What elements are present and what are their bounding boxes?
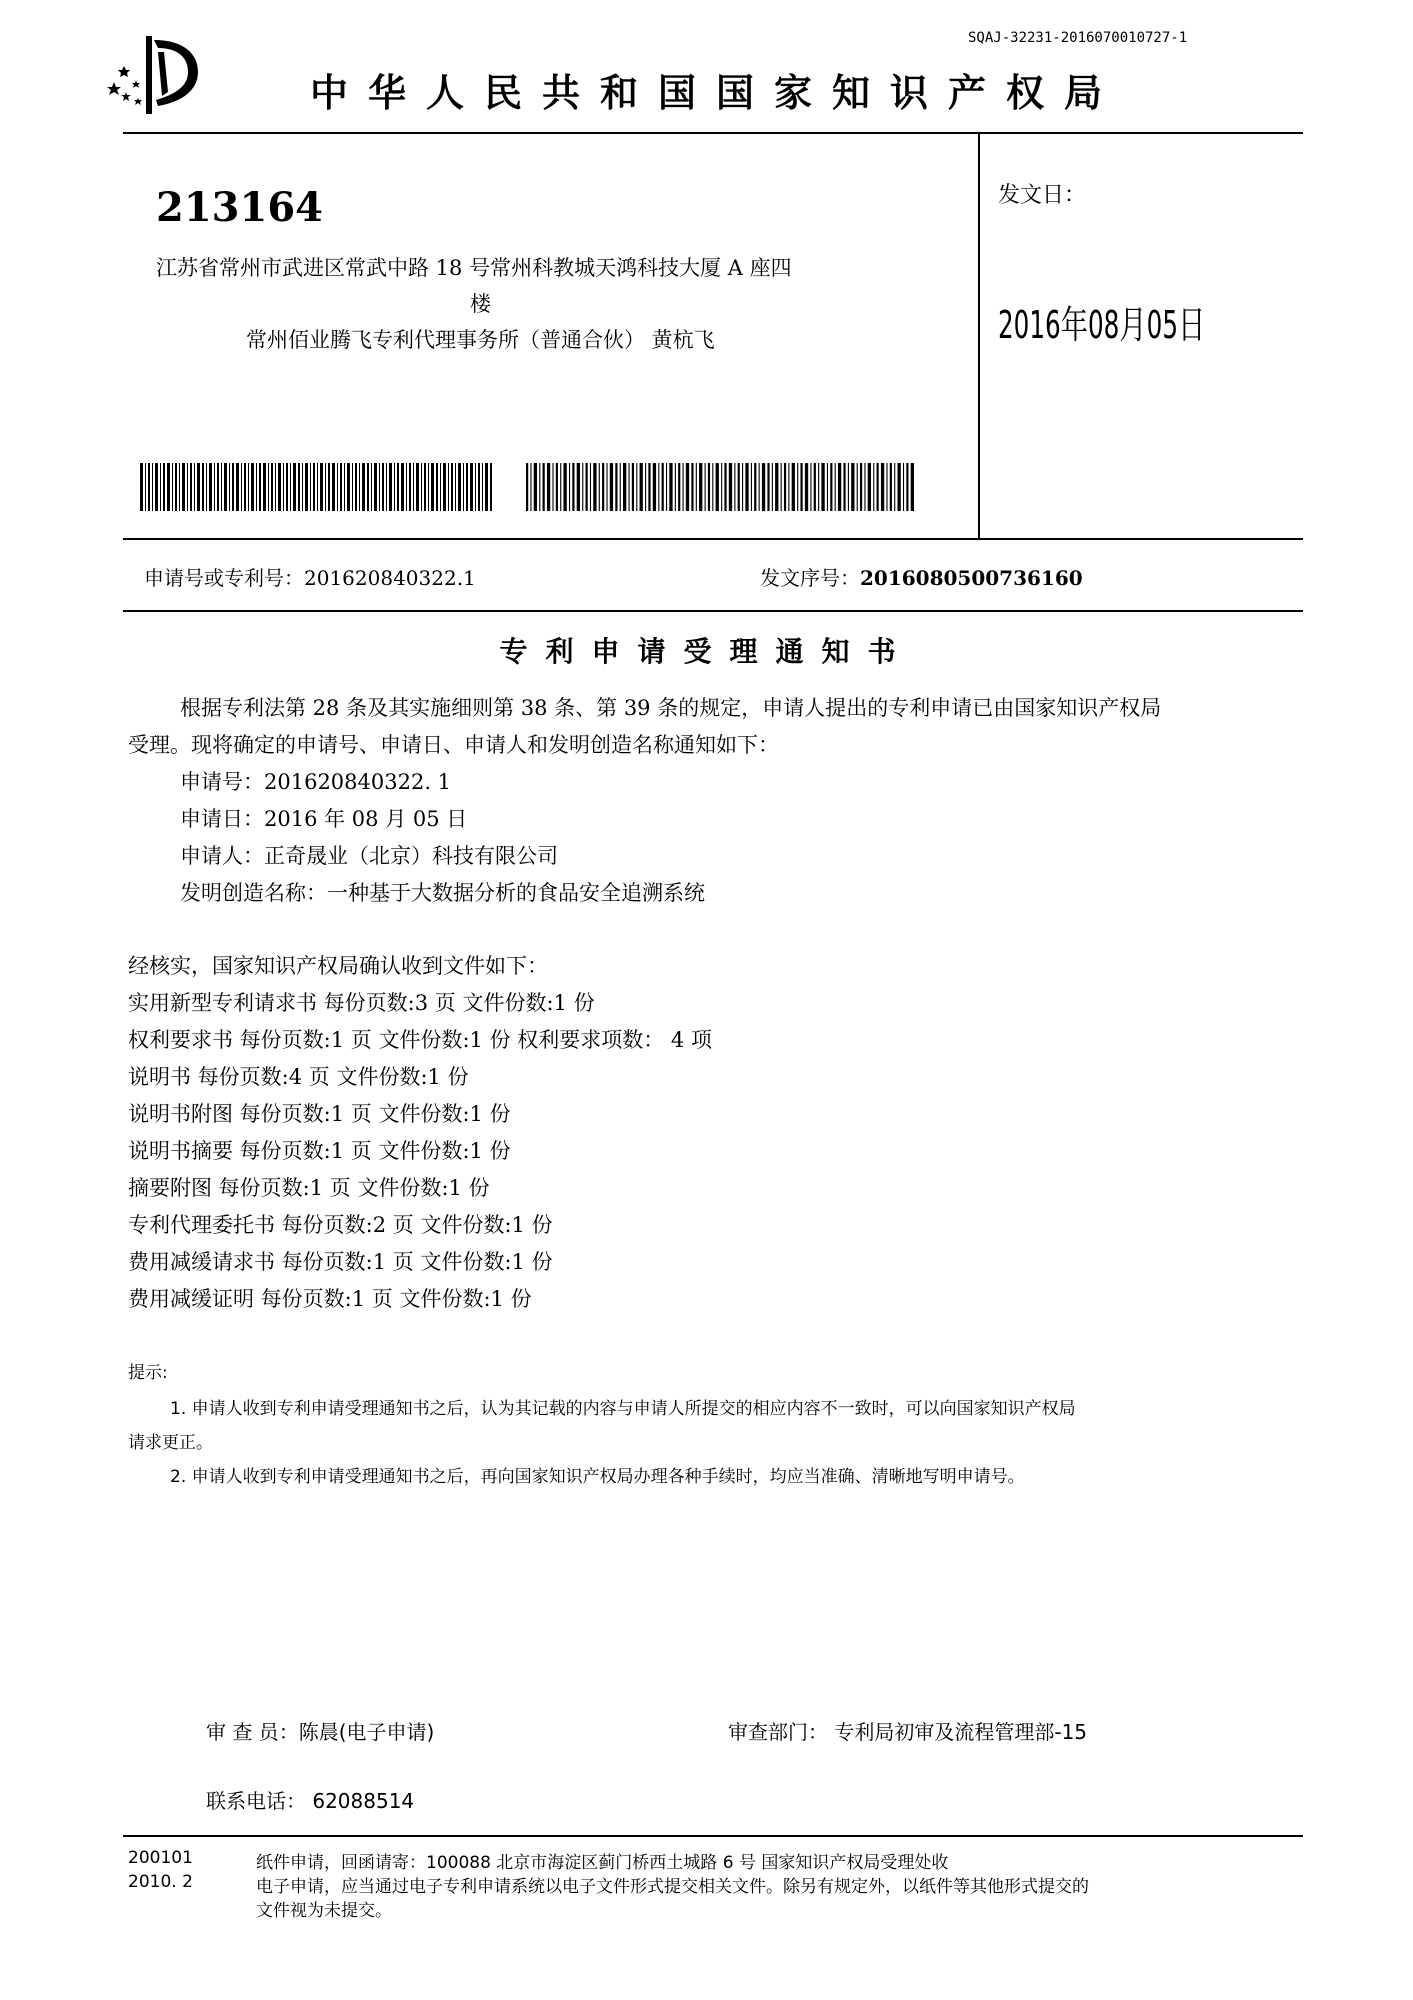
footer-line-3: 文件视为未提交。 bbox=[256, 1901, 392, 1921]
examiner: 审 查 员：陈晨(电子申请) bbox=[206, 1720, 435, 1744]
reference-bottom-rule bbox=[123, 610, 1303, 612]
application-number-label: 申请号或专利号： bbox=[144, 566, 304, 590]
footer-line-1: 纸件申请，回函请寄：100088 北京市海淀区蓟门桥西土城路 6 号 国家知识产权局受理处收 bbox=[256, 1853, 949, 1873]
document-item: 说明书附图 每份页数:1 页 文件份数:1 份 bbox=[128, 1102, 511, 1126]
barcode-left bbox=[140, 463, 492, 511]
tips-label: 提示: bbox=[128, 1363, 168, 1383]
header-rule bbox=[123, 132, 1303, 134]
office-name: 中华人民共和国国家知识产权局 bbox=[310, 71, 1123, 115]
reference-top-rule bbox=[123, 538, 1303, 540]
postcode: 213164 bbox=[156, 184, 323, 231]
form-code: 200101 bbox=[128, 1848, 193, 1868]
document-item: 专利代理委托书 每份页数:2 页 文件份数:1 份 bbox=[128, 1213, 553, 1237]
notice-title: 专利申请受理通知书 bbox=[499, 635, 914, 668]
footer-line-2: 电子申请，应当通过电子专利申请系统以电子文件形式提交相关文件。除另有规定外，以纸件等其他形式提交的 bbox=[256, 1877, 1089, 1897]
document-item: 说明书 每份页数:4 页 文件份数:1 份 bbox=[128, 1065, 469, 1089]
issue-date-label: 发文日： bbox=[998, 183, 1087, 208]
sipo-logo-icon bbox=[106, 32, 206, 116]
document-item: 实用新型专利请求书 每份页数:3 页 文件份数:1 份 bbox=[128, 991, 595, 1015]
documents-intro: 经核实，国家知识产权局确认收到文件如下： bbox=[128, 954, 548, 978]
agency-line: 常州佰业腾飞专利代理事务所（普通合伙） 黄杭飞 bbox=[246, 328, 715, 352]
form-version: 2010. 2 bbox=[128, 1872, 193, 1892]
application-number-value: 201620840322.1 bbox=[304, 566, 476, 590]
document-item: 摘要附图 每份页数:1 页 文件份数:1 份 bbox=[128, 1176, 490, 1200]
address-line-2: 楼 bbox=[470, 292, 491, 316]
issue-date-value: 2016年08月05日 bbox=[998, 303, 1206, 347]
notice-paragraph-line-1: 根据专利法第 28 条及其实施细则第 38 条、第 39 条的规定，申请人提出的专利申请已由国家知识产权局 bbox=[180, 696, 1162, 720]
document-serial: SQAJ-32231-2016070010727-1 bbox=[968, 30, 1188, 46]
date-column-divider bbox=[978, 132, 980, 538]
tip-2: 2. 申请人收到专利申请受理通知书之后，再向国家知识产权局办理各种手续时，均应当准确、清晰地写明申请号。 bbox=[170, 1467, 1025, 1487]
filing-date: 申请日：2016 年 08 月 05 日 bbox=[180, 807, 468, 831]
examination-department: 审查部门： 专利局初审及流程管理部-15 bbox=[728, 1720, 1088, 1744]
tip-1-line-2: 请求更正。 bbox=[128, 1433, 213, 1453]
document-item: 权利要求书 每份页数:1 页 文件份数:1 份 权利要求项数： 4 项 bbox=[128, 1028, 712, 1052]
application-number: 申请号：201620840322. 1 bbox=[180, 770, 452, 794]
address-line-1: 江苏省常州市武进区常武中路 18 号常州科教城天鸿科技大厦 A 座四 bbox=[156, 256, 792, 280]
tip-1-line-1: 1. 申请人收到专利申请受理通知书之后，认为其记载的内容与申请人所提交的相应内容不一致时，可以向国家知识产权局 bbox=[170, 1399, 1076, 1419]
issue-serial-line bbox=[760, 562, 1083, 591]
barcode-right bbox=[526, 463, 914, 511]
document-item: 费用减缓请求书 每份页数:1 页 文件份数:1 份 bbox=[128, 1250, 553, 1274]
notice-paragraph-line-2: 受理。现将确定的申请号、申请日、申请人和发明创造名称通知如下： bbox=[128, 733, 779, 757]
footer-rule bbox=[123, 1835, 1303, 1837]
issue-serial-label: 发文序号： bbox=[760, 566, 860, 590]
applicant: 申请人：正奇晟业（北京）科技有限公司 bbox=[180, 844, 558, 868]
issue-serial-value: 2016080500736160 bbox=[860, 566, 1083, 590]
document-item: 费用减缓证明 每份页数:1 页 文件份数:1 份 bbox=[128, 1287, 532, 1311]
document-item: 说明书摘要 每份页数:1 页 文件份数:1 份 bbox=[128, 1139, 511, 1163]
contact-phone: 联系电话： 62088514 bbox=[206, 1789, 415, 1813]
invention-title: 发明创造名称：一种基于大数据分析的食品安全追溯系统 bbox=[180, 881, 705, 905]
application-number-line bbox=[144, 562, 476, 591]
